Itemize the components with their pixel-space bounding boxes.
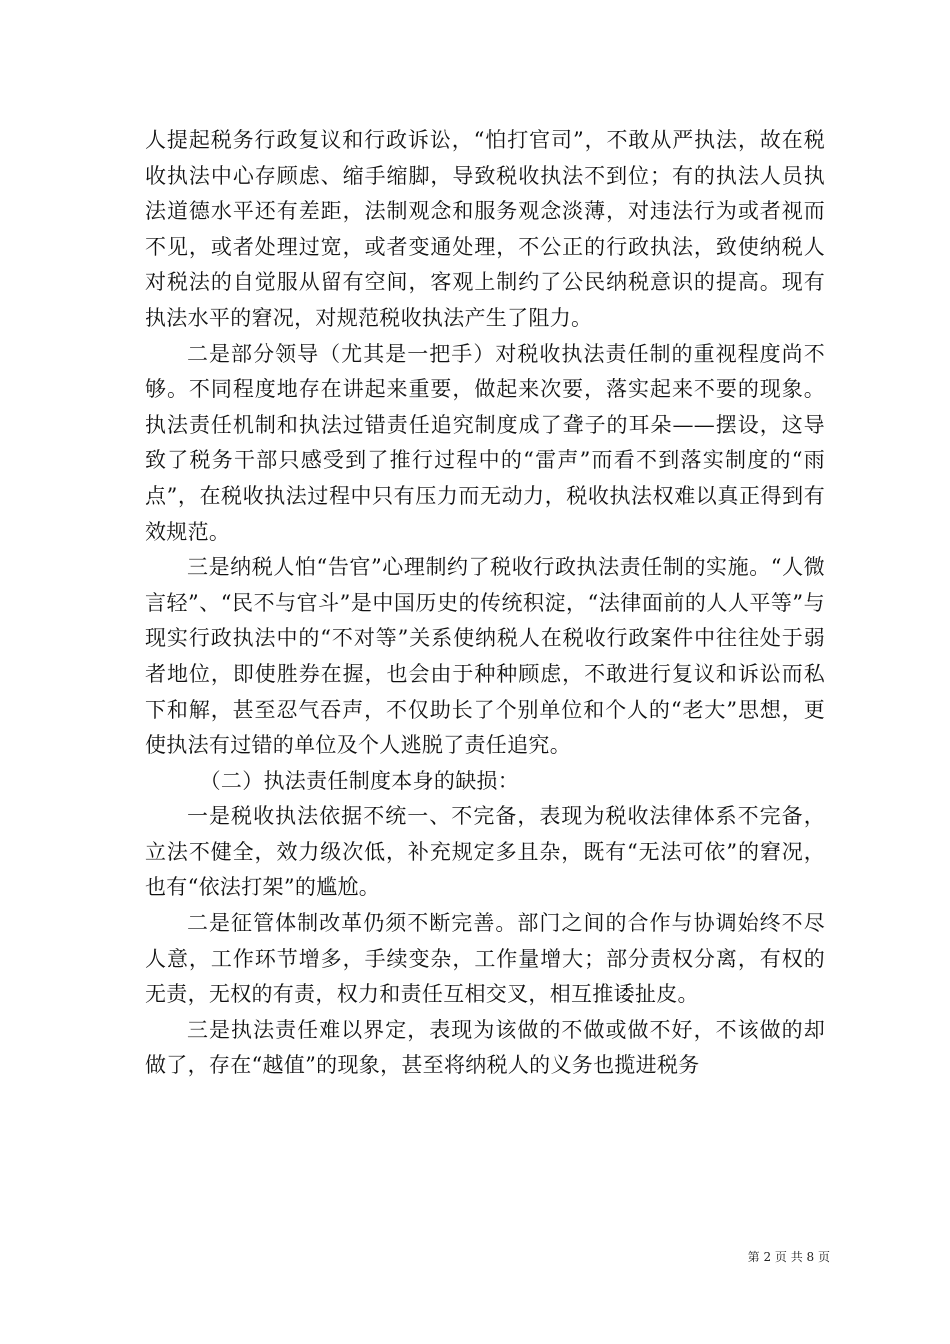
paragraph-6: 三是执法责任难以界定，表现为该做的不做或做不好，不该做的却做了，存在“越值”的现象，甚至将纳税人的义务也揽进税务: [145, 1017, 825, 1078]
paragraph-4: 一是税收执法依据不统一、不完备，表现为税收法律体系不完备，立法不健全，效力级次低，补充规定多且杂，既有“无法可依”的窘况，也有“依法打架”的尴尬。: [145, 804, 825, 900]
paragraph-5: 二是征管体制改革仍须不断完善。部门之间的合作与协调始终不尽人意，工作环节增多，手续变杂，工作量增大；部分责权分离，有权的无责，无权的有责，权力和责任互相交叉，相互推诿扯皮。: [145, 911, 825, 1007]
page-number: 第 2 页 共 8 页: [747, 1250, 830, 1264]
paragraph-3: 三是纳税人怕“告官”心理制约了税收行政执法责任制的实施。“人微言轻”、“民不与官斗”是中国历史的传统积淀，“法律面前的人人平等”与现实行政执法中的“不对等”关系使纳税人在税收行政案件中往往处于弱者地位，即使胜券在握，也会由于种种顾虑，不敢进行复议和诉讼而私下和解，甚至忍气吞声，不仅助长了个别单位和个人的“老大”思想，更使执法有过错的单位及个人逃脱了责任追究。: [145, 555, 825, 758]
paragraph-1: 人提起税务行政复议和行政诉讼，“怕打官司”，不敢从严执法，故在税收执法中心存顾虑、缩手缩脚，导致税收执法不到位；有的执法人员执法道德水平还有差距，法制观念和服务观念淡薄，对违法行为或者视而不见，或者处理过宽，或者变通处理，不公正的行政执法，致使纳税人对税法的自觉服从留有空间，客观上制约了公民纳税意识的提高。现有执法水平的窘况，对规范税收执法产生了阻力。: [145, 128, 825, 330]
paragraph-2: 二是部分领导（尤其是一把手）对税收执法责任制的重视程度尚不够。不同程度地存在讲起来重要，做起来次要，落实起来不要的现象。执法责任机制和执法过错责任追究制度成了聋子的耳朵——摆设，这导致了税务干部只感受到了推行过程中的“雷声”而看不到落实制度的“雨点”，在税收执法过程中只有压力而无动力，税收执法权难以真正得到有效规范。: [145, 341, 825, 544]
document-body: [145, 123, 825, 1084]
section-heading: （二）执法责任制度本身的缺损：: [199, 768, 520, 793]
